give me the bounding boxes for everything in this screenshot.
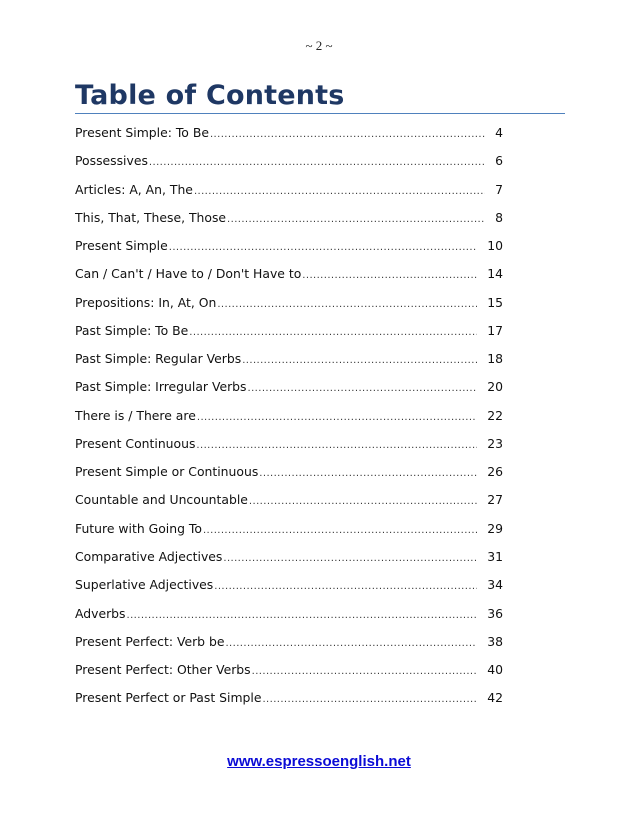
toc-dot-leader xyxy=(210,125,485,140)
toc-entry-page: 38 xyxy=(487,633,503,649)
toc-entry[interactable] xyxy=(75,662,503,690)
toc-dot-leader xyxy=(302,266,477,281)
toc-entry[interactable] xyxy=(75,690,503,718)
toc-entry-page: 15 xyxy=(487,294,503,310)
toc-entry[interactable] xyxy=(75,153,503,181)
toc-dot-leader xyxy=(225,634,477,649)
toc-entry[interactable] xyxy=(75,634,503,662)
toc-entry[interactable] xyxy=(75,379,503,407)
toc-entry[interactable] xyxy=(75,210,503,238)
toc-entry[interactable] xyxy=(75,521,503,549)
toc-entry-label: Prepositions: In, At, On xyxy=(75,294,217,310)
toc-entry[interactable] xyxy=(75,323,503,351)
toc-entry[interactable] xyxy=(75,464,503,492)
toc-entry-page: 10 xyxy=(487,238,503,254)
toc-dot-leader xyxy=(194,182,485,197)
toc-entry[interactable] xyxy=(75,266,503,294)
toc-entry[interactable] xyxy=(75,436,503,464)
toc-dot-leader xyxy=(214,577,477,592)
toc-entry-page: 6 xyxy=(495,153,503,169)
toc-dot-leader xyxy=(262,690,477,705)
toc-entry-label: Possessives xyxy=(75,153,148,169)
toc-dot-leader xyxy=(223,549,477,564)
toc-entry-label: Superlative Adjectives xyxy=(75,577,214,593)
toc-entry-label: Past Simple: Regular Verbs xyxy=(75,351,242,367)
toc-dot-leader xyxy=(227,210,485,225)
toc-entry-page: 14 xyxy=(487,266,503,282)
toc-entry-page: 20 xyxy=(487,379,503,395)
toc-entry-label: Present Simple: To Be xyxy=(75,125,209,140)
toc-entry-label: Present Perfect or Past Simple xyxy=(75,690,262,706)
toc-entry-page: 26 xyxy=(487,464,503,480)
toc-entry[interactable] xyxy=(75,238,503,266)
toc-dot-leader xyxy=(149,153,485,168)
toc-dot-leader xyxy=(259,464,477,479)
toc-entry[interactable] xyxy=(75,295,503,323)
toc-entry[interactable] xyxy=(75,549,503,577)
toc-entry-page: 27 xyxy=(487,492,503,508)
toc-dot-leader xyxy=(127,606,478,621)
toc-entry[interactable] xyxy=(75,492,503,520)
toc-entry-page: 7 xyxy=(495,181,503,197)
toc-entry[interactable] xyxy=(75,577,503,605)
toc-entry-label: Present Simple xyxy=(75,238,168,254)
toc-entry-page: 29 xyxy=(487,520,503,536)
toc-dot-leader xyxy=(252,662,478,677)
toc-entry-label: Present Simple or Continuous xyxy=(75,464,259,480)
toc-entry-label: This, That, These, Those xyxy=(75,209,227,225)
toc-dot-leader xyxy=(196,436,477,451)
title-underline xyxy=(75,113,565,114)
toc-dot-leader xyxy=(189,323,477,338)
website-link[interactable]: www.espressoenglish.net xyxy=(227,753,411,770)
toc-dot-leader xyxy=(217,295,477,310)
toc-entry[interactable] xyxy=(75,182,503,210)
toc-entry-page: 8 xyxy=(495,209,503,225)
toc-entry-label: Past Simple: To Be xyxy=(75,322,189,338)
toc-entry-label: There is / There are xyxy=(75,407,196,423)
toc-entry[interactable] xyxy=(75,351,503,379)
toc-dot-leader xyxy=(249,492,477,507)
toc-entry-page: 22 xyxy=(487,407,503,423)
toc-entry-page: 42 xyxy=(487,690,503,706)
toc-entry-label: Countable and Uncountable xyxy=(75,492,248,508)
toc-entry-label: Present Continuous xyxy=(75,435,196,451)
toc-dot-leader xyxy=(242,351,477,366)
toc-entry-label: Can / Can't / Have to / Don't Have to xyxy=(75,266,302,282)
toc-entry-page: 17 xyxy=(487,322,503,338)
toc-entry-page: 40 xyxy=(487,662,503,678)
page-number: ~ 2 ~ xyxy=(305,38,333,53)
toc-dot-leader xyxy=(248,379,478,394)
toc-entry-label: Present Perfect: Other Verbs xyxy=(75,662,251,678)
toc-dot-leader xyxy=(169,238,477,253)
toc-entry-label: Present Perfect: Verb be xyxy=(75,633,225,649)
toc-dot-leader xyxy=(203,521,477,536)
toc-entry-label: Adverbs xyxy=(75,605,126,621)
toc-dot-leader xyxy=(197,408,477,423)
toc-entry-label: Articles: A, An, The xyxy=(75,181,193,197)
toc-entry[interactable] xyxy=(75,125,503,153)
toc-entry-page: 23 xyxy=(487,435,503,451)
toc-entry-label: Comparative Adjectives xyxy=(75,548,223,564)
toc-entry[interactable] xyxy=(75,408,503,436)
table-of-contents xyxy=(75,125,503,719)
toc-entry-page: 4 xyxy=(495,125,503,140)
toc-entry-label: Future with Going To xyxy=(75,520,202,536)
toc-entry-label: Past Simple: Irregular Verbs xyxy=(75,379,247,395)
toc-entry[interactable] xyxy=(75,606,503,634)
toc-entry-page: 34 xyxy=(487,577,503,593)
toc-entry-page: 31 xyxy=(487,548,503,564)
page-title: Table of Contents xyxy=(75,80,345,111)
toc-entry-page: 18 xyxy=(487,351,503,367)
toc-entry-page: 36 xyxy=(487,605,503,621)
